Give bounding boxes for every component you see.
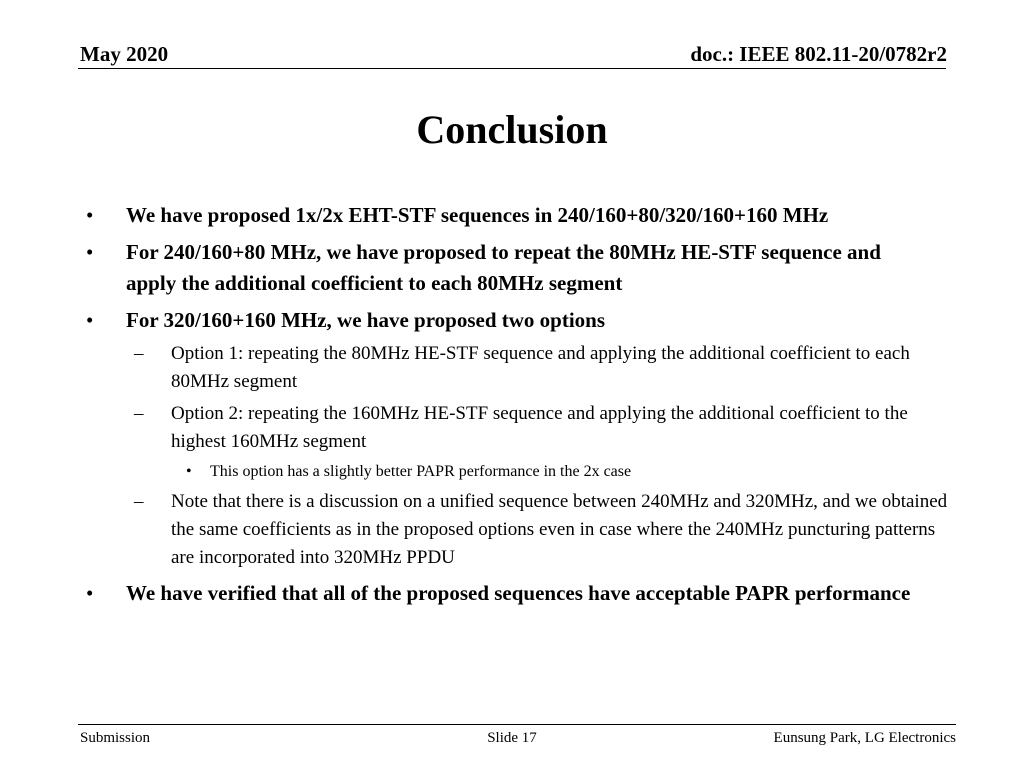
bullet-marker: •	[86, 308, 94, 332]
header-date: May 2020	[80, 42, 169, 66]
sub-bullet-marker: –	[134, 403, 144, 424]
sub-bullet-item	[0, 488, 1024, 572]
sub-sub-bullet-item	[0, 460, 1024, 484]
sub-sub-bullet-text: This option has a slightly better PAPR performance in the 2x case	[210, 463, 632, 480]
sub-bullet-text: Option 1: repeating the 80MHz HE-STF sequence and applying the additional coefficient to each 80MHz segment	[171, 343, 910, 392]
header-doc-id: doc.: IEEE 802.11-20/0782r2	[690, 42, 947, 66]
bullet-text: We have verified that all of the proposed sequences have acceptable PAPR performance	[126, 581, 911, 605]
bullet-marker: •	[86, 240, 94, 264]
bullet-list	[0, 200, 1024, 609]
bullet-item	[0, 200, 1024, 231]
bullet-item	[0, 578, 1024, 609]
sub-bullet-marker: –	[134, 343, 144, 364]
sub-bullet-item	[0, 400, 1024, 456]
sub-sub-bullet-marker: •	[186, 463, 192, 480]
footer-slide-number: Slide 17	[487, 730, 537, 746]
sub-bullet-text: Note that there is a discussion on a unified sequence between 240MHz and 320MHz, and we obtained the same coefficients as in the proposed options even in case where the 240MHz puncturing patterns are incorporated into 320MHz PPDU	[171, 491, 948, 568]
bullet-marker: •	[86, 203, 94, 227]
footer-divider	[78, 724, 956, 725]
sub-bullet-item	[0, 340, 1024, 396]
slide-title: Conclusion	[416, 107, 608, 152]
sub-bullet-marker: –	[134, 491, 144, 512]
header-divider	[78, 68, 946, 69]
bullet-text: For 240/160+80 MHz, we have proposed to repeat the 80MHz HE-STF sequence and apply the additional coefficient to each 80MHz segment	[126, 240, 881, 295]
bullet-item	[0, 305, 1024, 336]
footer-author: Eunsung Park, LG Electronics	[773, 730, 956, 746]
footer-submission: Submission	[80, 730, 151, 746]
bullet-item	[0, 237, 1024, 299]
sub-bullet-text: Option 2: repeating the 160MHz HE-STF sequence and applying the additional coefficient to the highest 160MHz segment	[171, 403, 908, 452]
bullet-text: For 320/160+160 MHz, we have proposed two options	[126, 308, 606, 332]
bullet-marker: •	[86, 581, 94, 605]
bullet-text: We have proposed 1x/2x EHT-STF sequences in 240/160+80/320/160+160 MHz	[126, 203, 829, 227]
